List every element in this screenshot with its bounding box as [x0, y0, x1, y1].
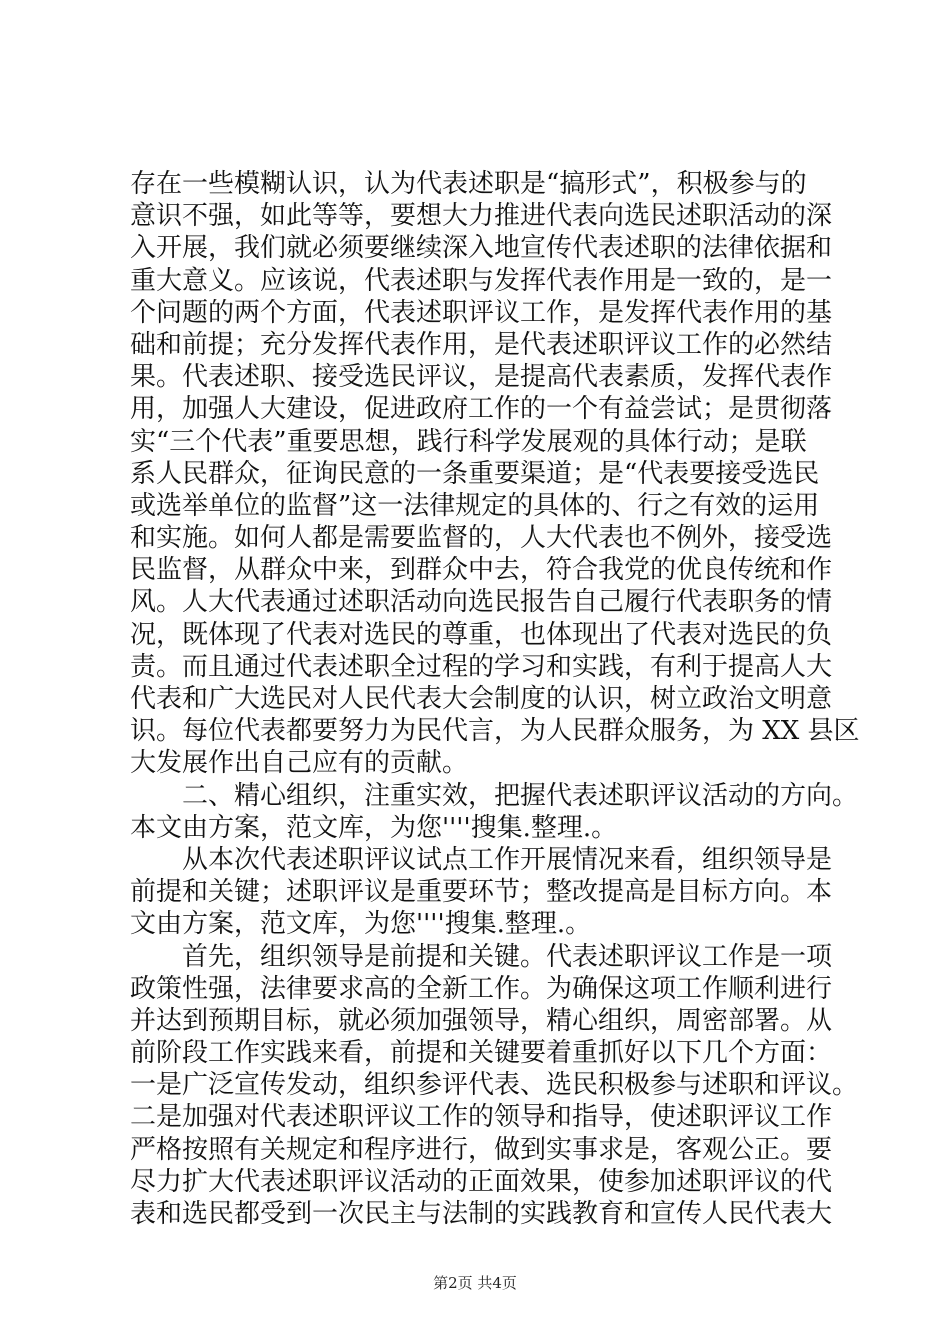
text-line: 重大意义。应该说，代表述职与发挥代表作用是一致的，是一: [130, 265, 833, 296]
text-line: 政策性强，法律要求高的全新工作。为确保这项工作顺利进行: [130, 973, 833, 1004]
text-line: 前提和关键；述职评议是重要环节；整改提高是目标方向。本: [130, 877, 833, 908]
text-line: 风。人大代表通过述职活动向选民报告自己履行代表职务的情: [130, 587, 833, 618]
text-line: 表和选民都受到一次民主与法制的实践教育和宣传人民代表大: [130, 1199, 833, 1229]
text-line: 识。每位代表都要努力为民代言，为人民群众服务，为 XX 县区: [130, 716, 860, 747]
text-line: 用，加强人大建设，促进政府工作的一个有益尝试；是贯彻落: [130, 394, 833, 425]
text-line: 本文由方案，范文库，为您''''搜集.整理.。: [130, 812, 618, 843]
text-line: 存在一些模糊认识，认为代表述职是“搞形式”，积极参与的: [130, 169, 807, 199]
text-line: 础和前提；充分发挥代表作用，是代表述职评议工作的必然结: [130, 329, 833, 360]
text-line: 代表和广大选民对人民代表大会制度的认识，树立政治文明意: [130, 684, 833, 714]
text-line: 严格按照有关规定和程序进行，做到实事求是，客观公正。要: [130, 1134, 833, 1165]
text-line: 民监督，从群众中来，到群众中去，符合我党的优良传统和作: [130, 555, 833, 586]
text-line: 首先，组织领导是前提和关键。代表述职评议工作是一项: [130, 941, 833, 972]
text-line: 入开展，我们就必须要继续深入地宣传代表述职的法律依据和: [130, 233, 833, 264]
text-line: 系人民群众，征询民意的一条重要渠道；是“代表要接受选民: [130, 458, 820, 489]
text-line: 大发展作出自己应有的贡献。: [130, 748, 469, 779]
document-body: [130, 168, 860, 1230]
page-number-footer: 第2页 共4页: [433, 1274, 517, 1292]
text-line: 并达到预期目标，就必须加强领导，精心组织，周密部署。从: [130, 1005, 833, 1036]
text-line: 个问题的两个方面，代表述职评议工作，是发挥代表作用的基: [130, 297, 833, 328]
text-line: 尽力扩大代表述职评议活动的正面效果，使参加述职评议的代: [130, 1166, 833, 1197]
text-line: 文由方案，范文库，为您''''搜集.整理.。: [130, 909, 592, 940]
text-line: 或选举单位的监督”这一法律规定的具体的、行之有效的运用: [130, 490, 820, 521]
text-line: 实“三个代表”重要思想，践行科学发展观的具体行动；是联: [130, 426, 807, 457]
text-line: 前阶段工作实践来看，前提和关键要着重抓好以下几个方面：: [130, 1038, 833, 1069]
text-line: 二是加强对代表述职评议工作的领导和指导，使述职评议工作: [130, 1102, 833, 1133]
text-line: 责。而且通过代表述职全过程的学习和实践，有利于提高人大: [130, 651, 833, 682]
text-line: 果。代表述职、接受选民评议，是提高代表素质，发挥代表作: [130, 362, 833, 393]
text-line: 意识不强，如此等等，要想大力推进代表向选民述职活动的深: [130, 201, 833, 232]
section-heading-line: 二、精心组织，注重实效，把握代表述职评议活动的方向。: [130, 780, 859, 811]
text-line: 从本次代表述职评议试点工作开展情况来看，组织领导是: [130, 844, 833, 875]
text-line: 况，既体现了代表对选民的尊重，也体现出了代表对选民的负: [130, 619, 833, 650]
text-line: 一是广泛宣传发动，组织参评代表、选民积极参与述职和评议。: [130, 1070, 859, 1101]
text-line: 和实施。如何人都是需要监督的，人大代表也不例外，接受选: [130, 523, 833, 554]
